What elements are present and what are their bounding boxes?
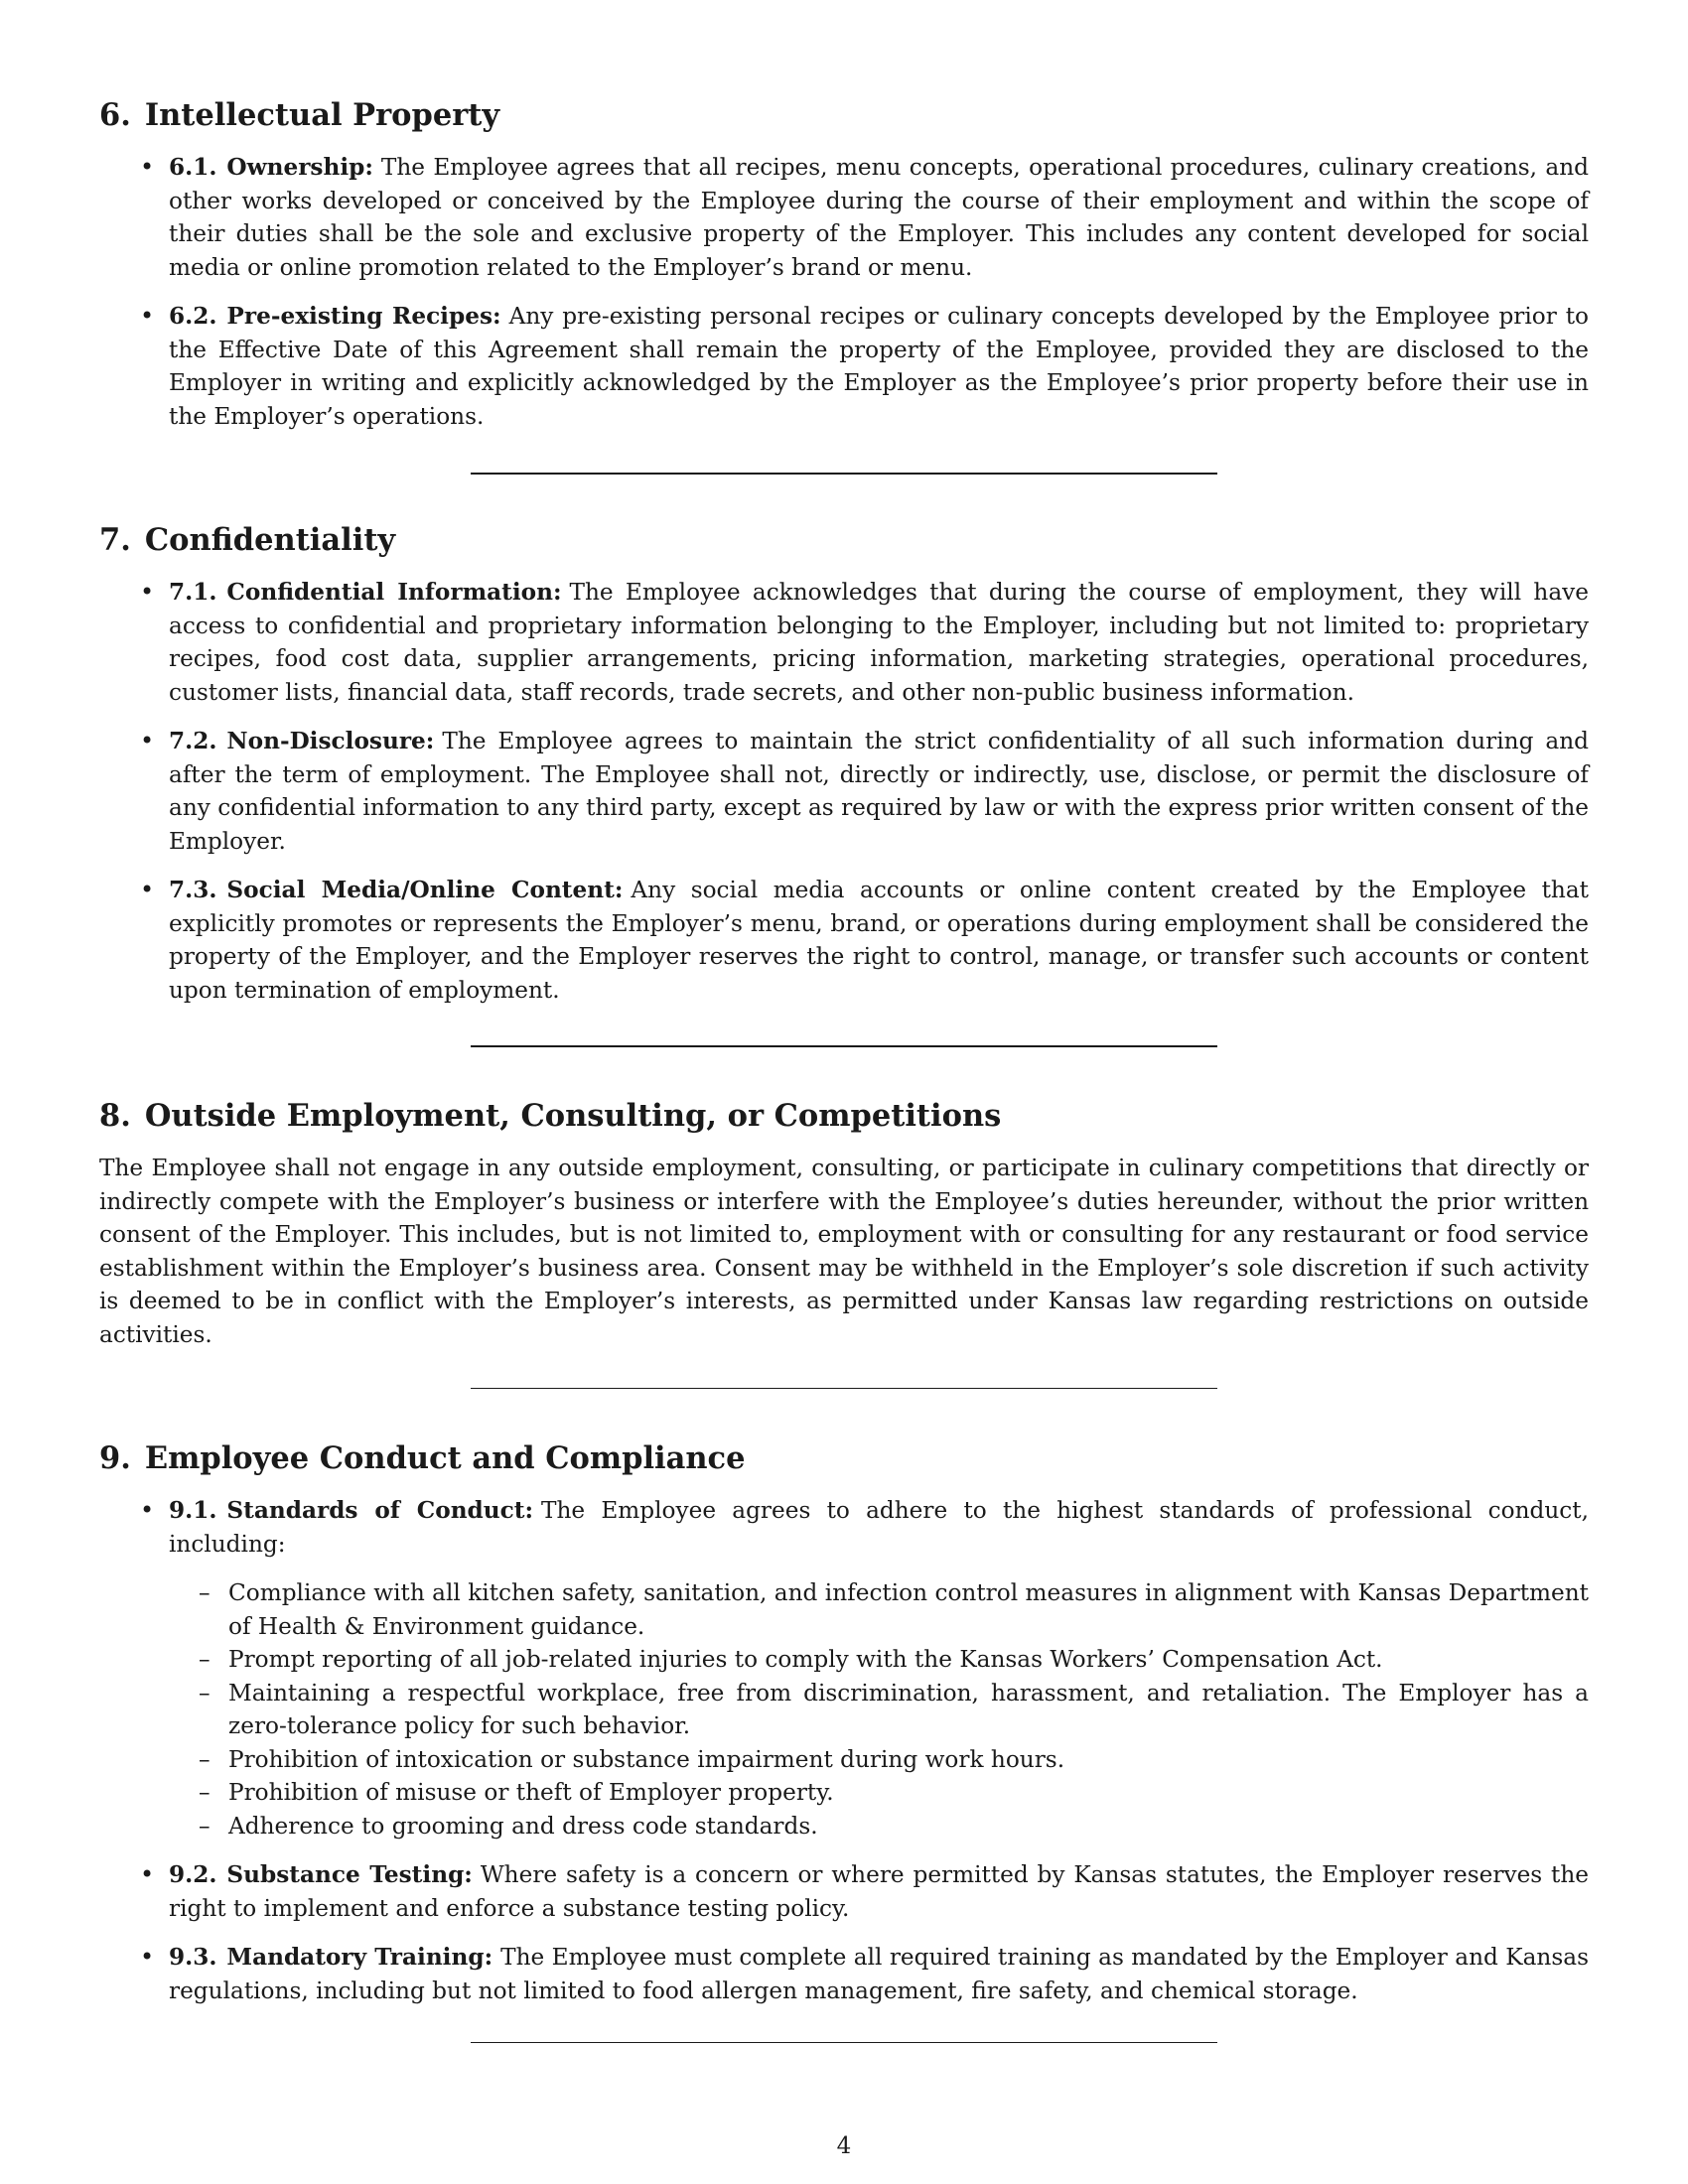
section-divider bbox=[471, 473, 1217, 475]
conduct-sublist bbox=[169, 1576, 1589, 1843]
item-lead: 7.2. Non-Disclosure: bbox=[169, 728, 435, 754]
item-lead: 9.3. Mandatory Training: bbox=[169, 1944, 493, 1971]
item-text: Where safety is a concern or where permitted by Kansas statutes, the Employer reserves the right to implement and enforce a substance testing policy. bbox=[169, 1861, 1589, 1922]
section-number: 7. bbox=[99, 522, 131, 558]
sublist-item: – Prohibition of intoxication or substance impairment during work hours. bbox=[169, 1743, 1589, 1777]
sublist-item: – Prohibition of misuse or theft of Employer property. bbox=[169, 1776, 1589, 1810]
item-text: The Employee must complete all required training as mandated by the Employer and Kansas regulations, including but not limited to food allergen management, fire safety, and chemical storage. bbox=[169, 1944, 1589, 2004]
section-divider bbox=[471, 2042, 1217, 2043]
section-9-heading bbox=[99, 1438, 746, 1478]
section-8-heading bbox=[99, 1096, 1001, 1136]
section-number: 6. bbox=[99, 97, 131, 133]
list-item bbox=[99, 576, 1589, 709]
list-item bbox=[99, 1494, 1589, 1843]
item-text: The Employee acknowledges that during the course of employment, they will have access to confidential and proprietary information belonging to the Employer, including but not limited to: proprietary recipes, food cost data, supplier arrangements, pricing information, marketing strategies, operational procedures, customer lists, financial data, staff records, trade secrets, and other non-public business information. bbox=[169, 579, 1589, 706]
sublist-item: – Compliance with all kitchen safety, sanitation, and infection control measures in alignment with Kansas Department of Health & Environment guidance. bbox=[169, 1576, 1589, 1643]
section-6-list bbox=[99, 151, 1589, 449]
item-lead: 9.2. Substance Testing: bbox=[169, 1861, 473, 1888]
sublist-item: – Adherence to grooming and dress code standards. bbox=[169, 1810, 1589, 1843]
item-lead: 7.3. Social Media/Online Content: bbox=[169, 877, 624, 903]
page-number: 4 bbox=[836, 2133, 852, 2159]
section-7-heading bbox=[99, 520, 395, 560]
section-number: 8. bbox=[99, 1098, 131, 1134]
item-text: Any pre-existing personal recipes or culinary concepts developed by the Employee prior to the Effective Date of this Agreement shall remain the property of the Employee, provided they are disclosed to the Employer in writing and explicitly acknowledged by the Employer as the Employee’s prior property before their use in the Employer’s operations. bbox=[169, 303, 1589, 430]
section-7-list bbox=[99, 576, 1589, 1023]
document-page bbox=[99, 0, 1589, 2184]
list-item bbox=[99, 300, 1589, 433]
item-text: Any social media accounts or online content created by the Employee that explicitly promotes or represents the Employer’s menu, brand, or operations during employment shall be considered the property of the Employer, and the Employer reserves the right to control, manage, or transfer such accounts or content upon termination of employment. bbox=[169, 877, 1589, 1004]
list-item bbox=[99, 151, 1589, 284]
section-title: Intellectual Property bbox=[144, 97, 500, 133]
list-item bbox=[99, 874, 1589, 1007]
section-divider bbox=[471, 1388, 1217, 1389]
list-item bbox=[99, 725, 1589, 858]
sublist-item: – Maintaining a respectful workplace, free from discrimination, harassment, and retaliation. The Employer has a zero-tolerance policy for such behavior. bbox=[169, 1677, 1589, 1743]
item-lead: 6.1. Ownership: bbox=[169, 154, 373, 181]
item-text: The Employee agrees to maintain the strict confidentiality of all such information during and after the term of employment. The Employee shall not, directly or indirectly, use, disclose, or permit the disclosure of any confidential information to any third party, except as required by law or with the express prior written consent of the Employer. bbox=[169, 728, 1589, 855]
section-8-text: The Employee shall not engage in any outside employment, consulting, or participate in culinary competitions that directly or indirectly compete with the Employer’s business or interfere with the Employee’s duties hereunder, without the prior written consent of the Employer. This includes, but is not limited to, employment with or consulting for any restaurant or food service establishment within the Employer’s business area. Consent may be withheld in the Employer’s sole discretion if such activity is deemed to be in conflict with the Employer’s interests, as permitted under Kansas law regarding restrictions on outside activities. bbox=[99, 1155, 1589, 1348]
item-lead: 7.1. Confidential Information: bbox=[169, 579, 562, 606]
item-text: The Employee agrees to adhere to the highest standards of professional conduct, including: bbox=[169, 1497, 1589, 1558]
list-item bbox=[99, 1941, 1589, 2007]
section-title: Confidentiality bbox=[144, 522, 396, 558]
list-item bbox=[99, 1858, 1589, 1925]
section-divider bbox=[471, 1045, 1217, 1047]
section-title: Outside Employment, Consulting, or Competitions bbox=[144, 1098, 1002, 1134]
item-lead: 6.2. Pre-existing Recipes: bbox=[169, 303, 501, 330]
item-text: The Employee agrees that all recipes, menu concepts, operational procedures, culinary creations, and other works developed or conceived by the Employee during the course of their employment and within the scope of their duties shall be the sole and exclusive property of the Employer. This includes any content developed for social media or online promotion related to the Employer’s brand or menu. bbox=[169, 154, 1589, 281]
section-title: Employee Conduct and Compliance bbox=[144, 1440, 746, 1476]
section-6-heading bbox=[99, 95, 499, 135]
section-number: 9. bbox=[99, 1440, 131, 1476]
item-lead: 9.1. Standards of Conduct: bbox=[169, 1497, 534, 1524]
sublist-item: – Prompt reporting of all job-related injuries to comply with the Kansas Workers’ Compensation Act. bbox=[169, 1643, 1589, 1677]
section-9-list bbox=[99, 1494, 1589, 2023]
